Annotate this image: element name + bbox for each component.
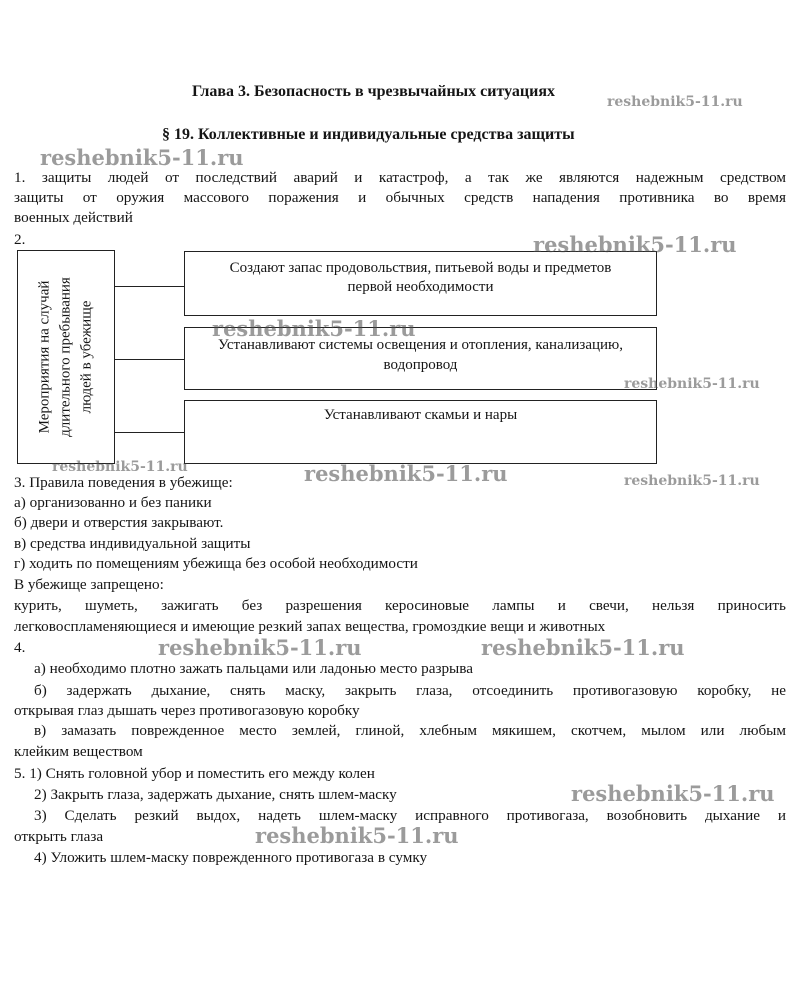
watermark: reshebnik5-11.ru — [624, 376, 760, 392]
q5-step-4: 4) Уложить шлем-маску поврежденного противогаза в сумку — [34, 849, 428, 866]
diagram-box-2-line-2: водопровод — [383, 357, 458, 373]
watermark: reshebnik5-11.ru — [533, 232, 737, 257]
q5-step-1: 5. 1) Снять головной убор и поместить его между колен — [14, 765, 375, 782]
watermark: reshebnik5-11.ru — [607, 94, 743, 110]
q4-item-a: а) необходимо плотно зажать пальцами или ладонью место разрыва — [34, 660, 473, 677]
diagram-box-1-line-1: Создают запас продовольствия, питьевой воды и предметов — [229, 260, 612, 276]
q5-step-2: 2) Закрыть глаза, задержать дыхание, снять шлем-маску — [34, 786, 397, 803]
q3-forbidden-line-1: курить, шуметь, зажигать без разрешения керосиновые лампы и свечи, нельзя приносить — [14, 597, 786, 614]
q4-item-v-line-2: клейким веществом — [14, 743, 143, 760]
q1-line-3: военных действий — [14, 209, 133, 226]
watermark: reshebnik5-11.ru — [212, 316, 416, 341]
q3-item-b: б) двери и отверстия закрывают. — [14, 514, 224, 531]
q1-line-2: защиты от оружия массового поражения и обычных средств нападения противника во время — [14, 189, 786, 206]
q2-number: 2. — [14, 231, 26, 248]
watermark: reshebnik5-11.ru — [624, 473, 760, 489]
connector-3 — [115, 432, 184, 433]
section-title: § 19. Коллективные и индивидуальные средства защиты — [162, 126, 575, 143]
diagram-box-3-line-1: Устанавливают скамьи и нары — [323, 407, 518, 423]
q1-line-1: 1. защиты людей от последствий аварий и катастроф, а так же являются надежным средством — [14, 169, 786, 186]
diagram-box-2-line-1: Устанавливают системы освещения и отопления, канализацию, — [218, 337, 623, 353]
q4-number: 4. — [14, 639, 26, 656]
diagram-box-2 — [184, 327, 657, 390]
q5-step-3-line-2: открыть глаза — [14, 828, 104, 845]
diagram-box-1 — [184, 251, 657, 316]
connector-1 — [115, 286, 184, 287]
q3-item-v: в) средства индивидуальной защиты — [14, 535, 251, 552]
q3-forbidden-line-2: легковоспламеняющиеся и имеющие резкий запах вещества, громоздкие вещи и животных — [14, 618, 606, 635]
watermark: reshebnik5-11.ru — [571, 781, 775, 806]
q3-item-a: а) организованно и без паники — [14, 494, 212, 511]
watermark: reshebnik5-11.ru — [304, 461, 508, 486]
watermark: reshebnik5-11.ru — [158, 635, 362, 660]
connector-2 — [115, 359, 184, 360]
q3-forbidden-title: В убежище запрещено: — [14, 576, 164, 593]
diagram-box-3 — [184, 400, 657, 464]
q3-item-g: г) ходить по помещениям убежища без особой необходимости — [14, 555, 418, 572]
watermark: reshebnik5-11.ru — [481, 635, 685, 660]
q3-header: 3. Правила поведения в убежище: — [14, 474, 233, 491]
q4-item-v-line-1: в) замазать поврежденное место землей, глиной, хлебным мякишем, скотчем, мылом или любым — [34, 722, 786, 739]
chapter-title: Глава 3. Безопасность в чрезвычайных ситуациях — [192, 83, 555, 100]
diagram-box-1-line-2: первой необходимости — [347, 279, 494, 295]
watermark: reshebnik5-11.ru — [255, 823, 459, 848]
q4-item-b-line-2: открывая глаз дышать через противогазовую коробку — [14, 702, 360, 719]
q4-item-b-line-1: б) задержать дыхание, снять маску, закрыть глаза, отсоединить противогазовую коробку, не — [34, 682, 786, 699]
watermark: reshebnik5-11.ru — [40, 145, 244, 170]
q5-step-3-line-1: 3) Сделать резкий выдох, надеть шлем-маску исправного противогаза, возобновить дыхание и — [34, 807, 786, 824]
diagram-left-label: Мероприятия на случай длительного пребывания людей в убежище — [36, 277, 95, 437]
watermark: reshebnik5-11.ru — [52, 459, 188, 475]
